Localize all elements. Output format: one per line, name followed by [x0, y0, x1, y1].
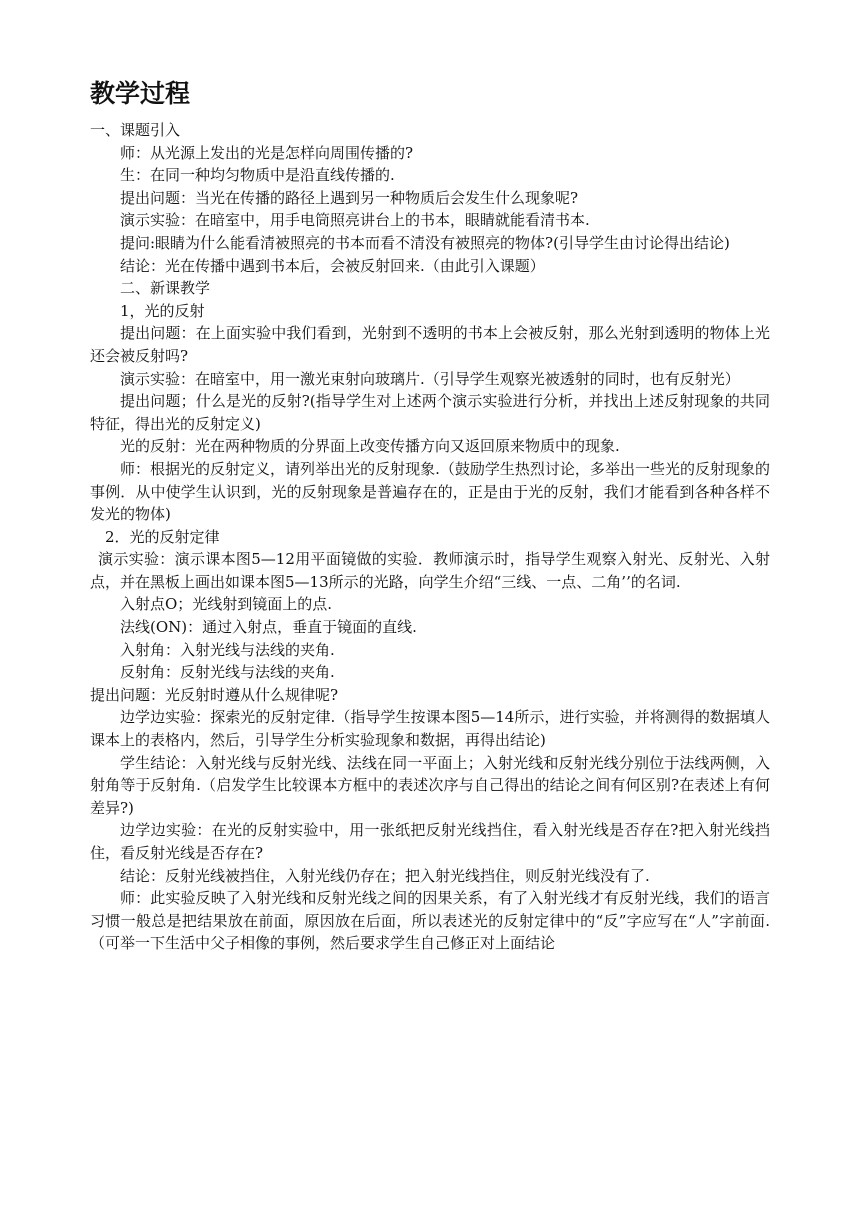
paragraph: 提问:眼睛为什么能看清被照亮的书本而看不清没有被照亮的物体?(引导学生由讨论得出结论) — [120, 233, 730, 252]
paragraph: 师：根据光的反射定义，请列举出光的反射现象.（鼓励学生热烈讨论，多举出一些光的反射现象的事例．从中使学生认识到，光的反射现象是普遍存在的，正是由于光的反射，我们才能看到各种各样不发光的物体) — [90, 459, 770, 524]
paragraph: 1，光的反射 — [120, 301, 205, 320]
paragraph: 结论：反射光线被挡住，入射光线仍存在；把入射光线挡住，则反射光线没有了. — [120, 866, 650, 885]
paragraph: 提出问题：当光在传播的路径上遇到另一种物质后会发生什么现象呢? — [120, 188, 579, 207]
paragraph: 演示实验：在暗室中，用手电筒照亮讲台上的书本，眼睛就能看清书本. — [120, 211, 590, 230]
paragraph: 法线(ON)：通过入射点，垂直于镜面的直线. — [120, 618, 417, 637]
paragraph: 结论：光在传播中遇到书本后，会被反射回来.（由此引入课题） — [120, 256, 545, 275]
paragraph: 生：在同一种均匀物质中是沿直线传播的. — [120, 166, 395, 185]
paragraph: 演示实验：在暗室中，用一激光束射向玻璃片.（引导学生观察光被透射的同时，也有反射光） — [120, 369, 740, 388]
paragraph: 师：此实验反映了入射光线和反射光线之间的因果关系，有了入射光线才有反射光线，我们的语言习惯一般总是把结果放在前面，原因放在后面，所以表述光的反射定律中的“反”字应写在“人”字前面.（可举一下生活中父子相像的事例，然后要求学生自己修正对上面结论 — [90, 889, 770, 953]
paragraph: 演示实验：演示课本图5—12用平面镜做的实验．教师演示时，指导学生观察入射光、反射光、入射点，并在黑板上画出如课本图5—13所示的光路，向学生介绍“三线、一点、二角’’的名词. — [90, 550, 770, 591]
paragraph: 二、新课教学 — [120, 279, 211, 298]
paragraph: 提出问题：光反射时遵从什么规律呢? — [90, 685, 339, 704]
paragraph: 2．光的反射定律 — [105, 527, 220, 546]
paragraph: 师：从光源上发出的光是怎样向周围传播的? — [120, 143, 414, 162]
paragraph: 一、课题引入 — [90, 121, 181, 139]
paragraph: 光的反射：光在两种物质的分界面上改变传播方向又返回原来物质中的现象. — [120, 437, 620, 456]
paragraph: 入射角：入射光线与法线的夹角. — [120, 640, 335, 659]
paragraph: 边学边实验：探索光的反射定律.（指导学生按课本图5—14所示，进行实验，并将测得的数据填人课本上的表格内，然后，引导学生分析实验现象和数据，再得出结论) — [90, 708, 770, 750]
paragraph: 提出问题；什么是光的反射?(指导学生对上述两个演示实验进行分析，并找出上述反射现象的共同特征，得出光的反射定义) — [90, 392, 770, 433]
page-title: 教学过程 — [90, 79, 191, 108]
paragraph: 入射点O；光线射到镜面上的点. — [120, 595, 333, 614]
paragraph: 边学边实验：在光的反射实验中，用一张纸把反射光线挡住，看入射光线是否存在?把入射光线挡住，看反射光线是否存在? — [90, 821, 770, 862]
document-body — [90, 119, 770, 955]
paragraph: 学生结论：入射光线与反射光线、法线在同一平面上；入射光线和反射光线分别位于法线两侧，入射角等于反射角.（启发学生比较课本方框中的表述次序与自己得出的结论之间有何区别?在表述上有何差异?) — [90, 753, 770, 817]
paragraph: 提出问题：在上面实验中我们看到，光射到不透明的书本上会被反射，那么光射到透明的物体上光还会被反射吗? — [90, 324, 770, 365]
paragraph: 反射角：反射光线与法线的夹角. — [120, 663, 335, 682]
